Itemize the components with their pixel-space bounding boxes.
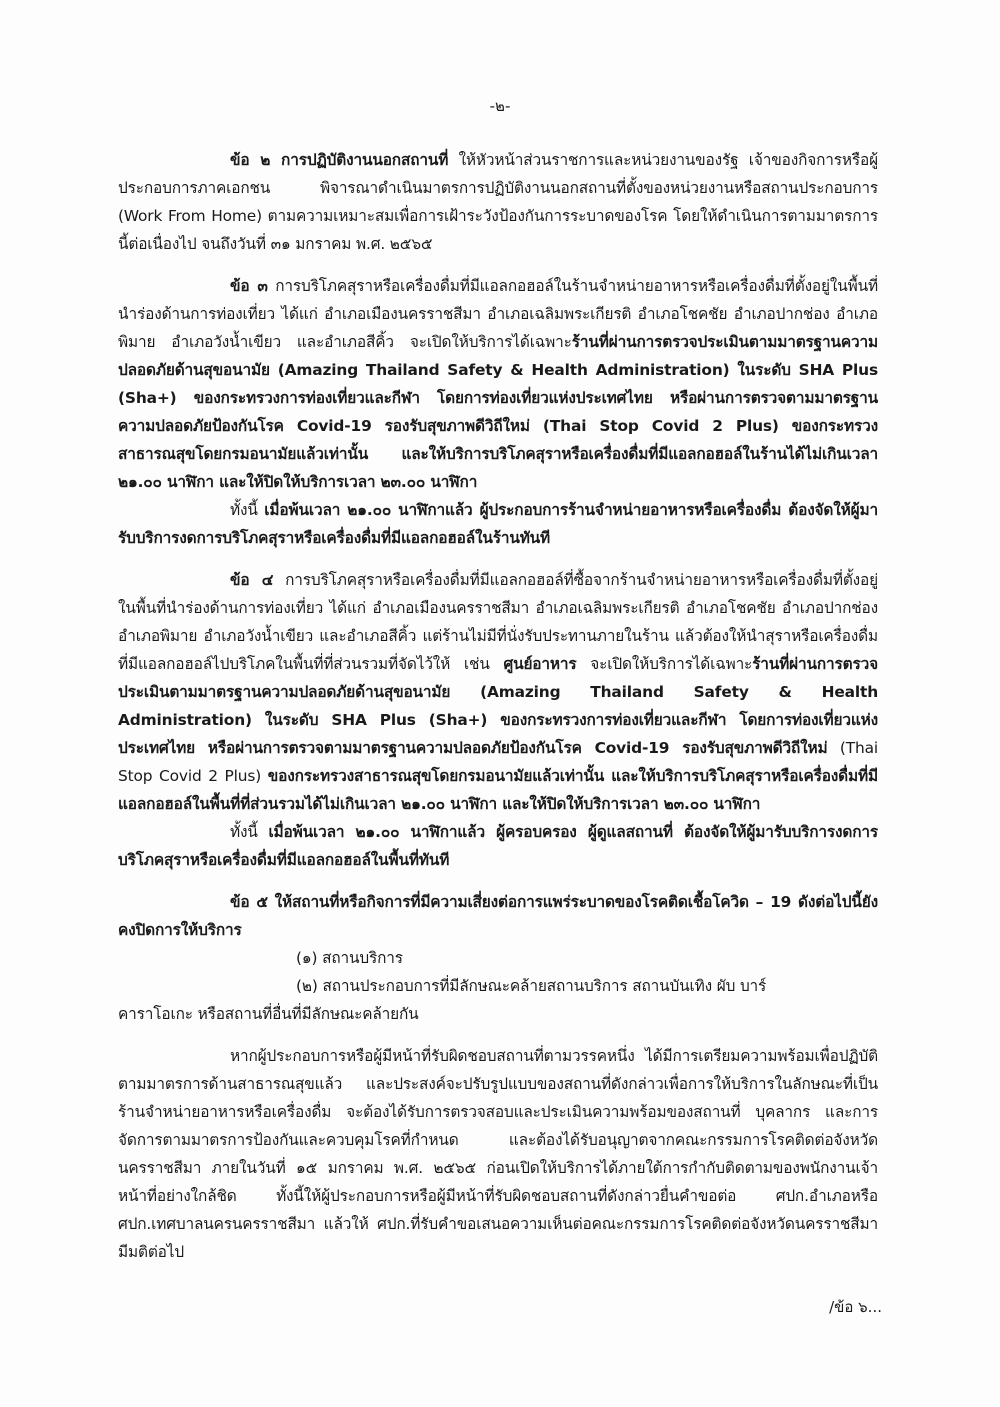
clause-4: [118, 566, 878, 818]
clause-2-heading: ข้อ ๒ การปฏิบัติงานนอกสถานที่: [230, 151, 449, 169]
clause-4-note: [118, 818, 878, 874]
clause-3-bold-text: ร้านที่ผ่านการตรวจประเมินตามมาตรฐานความปลอดภัยด้านสุขอนามัย (Amazing Thailand Safety & Health Administration) ในระดับ SHA Plus (Sha+) ของกระทรวงการท่องเที่ยวและกีฬา โดยการท่องเที่ยวแห่งประเทศไทย หรือผ่านการตรวจตามมาตรฐานความปลอดภัยป้องกันโรค Covid-19 รองรับสุขภาพดีวิถีใหม่ (Thai Stop Covid 2 Plus) ของกระทรวงสาธารณสุขโดยกรมอนามัยแล้วเท่านั้น และให้บริการบริโภคสุราหรือเครื่องดื่มที่มีแอลกอฮอล์ในร้านได้ไม่เกินเวลา ๒๑.๐๐ นาฬิกา และให้ปิดให้บริการเวลา ๒๓.๐๐ นาฬิกา: [118, 333, 878, 491]
clause-4-food-court: ศูนย์อาหาร: [503, 655, 577, 673]
clause-4-text: การบริโภคสุราหรือเครื่องดื่มที่มีแอลกอฮอล์ที่ซื้อจากร้านจำหน่ายอาหารหรือเครื่องดื่มที่ตั้งอยู่ในพื้นที่นำร่องด้านการท่องเที่ยว ได้แก่ อำเภอเมืองนครราชสีมา อำเภอเฉลิมพระเกียรติ อำเภอโชคชัย อำเภอปากช่อง อำเภอพิมาย อำเภอวังน้ำเขียว และอำเภอสีคิ้ว แต่ร้านไม่มีที่นั่งรับประทานภายในร้าน แล้วต้องให้นำสุราหรือเครื่องดื่มที่มีแอลกอฮอล์ไปบริโภคในพื้นที่ที่ส่วนรวมที่จัดไว้ให้ เช่น: [118, 571, 878, 673]
clause-2-text: ให้หัวหน้าส่วนราชการและหน่วยงานของรัฐ เจ้าของกิจการหรือผู้ประกอบการภาคเอกชน พิจารณาดำเนินมาตรการปฏิบัติงานนอกสถานที่ตั้งของหน่วยงานหรือสถานประกอบการ (Work From Home) ตามความเหมาะสมเพื่อการเฝ้าระวังป้องกันการระบาดของโรค โดยให้ดำเนินการตามมาตรการนี้ต่อเนื่องไป จนถึงวันที่ ๓๑ มกราคม พ.ศ. ๒๕๖๕: [118, 151, 878, 253]
clause-3-heading: ข้อ ๓: [230, 277, 268, 295]
clause-3-note: [118, 496, 878, 552]
clause-4-bold-text: ร้านที่ผ่านการตรวจประเมินตามมาตรฐานความปลอดภัยด้านสุขอนามัย (Amazing Thailand Safety & Health Administration) ในระดับ SHA Plus (Sha+) ของกระทรวงการท่องเที่ยวและกีฬา โดยการท่องเที่ยวแห่งประเทศไทย หรือผ่านการตรวจตามมาตรฐานความปลอดภัยป้องกันโรค Covid-19 รองรับสุขภาพดีวิถีใหม่: [118, 655, 878, 757]
clause-4-heading: ข้อ ๔: [230, 571, 274, 589]
clause-5-item-1: (๑) สถานบริการ: [296, 949, 403, 967]
clause-5-item-2-text: (๒) สถานประกอบการที่มีลักษณะคล้ายสถานบริการ สถานบันเทิง ผับ บาร์: [296, 977, 767, 995]
next-page-marker: /ข้อ ๖...: [829, 1298, 882, 1316]
clause-3-note-bold: เมื่อพ้นเวลา ๒๑.๐๐ นาฬิกาแล้ว ผู้ประกอบการร้านจำหน่ายอาหารหรือเครื่องดื่ม ต้องจัดให้ผู้มารับบริการงดการบริโภคสุราหรือเครื่องดื่มที่มีแอลกอฮอล์ในร้านทันที: [118, 501, 878, 547]
clause-5-item-2-continuation: คาราโอเกะ หรือสถานที่อื่นที่มีลักษณะคล้ายกัน: [118, 1005, 419, 1023]
clause-2: [118, 146, 878, 258]
clause-5-text: หากผู้ประกอบการหรือผู้มีหน้าที่รับผิดชอบสถานที่ตามวรรคหนึ่ง ได้มีการเตรียมความพร้อมเพื่อปฏิบัติตามมาตรการด้านสาธารณสุขแล้ว และประสงค์จะปรับรูปแบบของสถานที่ดังกล่าวเพื่อการให้บริการในลักษณะที่เป็นร้านจำหน่ายอาหารหรือเครื่องดื่ม จะต้องได้รับการตรวจสอบและประเมินความพร้อมของสถานที่ บุคลากร และการจัดการตามมาตรการป้องกันและควบคุมโรคที่กำหนด และต้องได้รับอนุญาตจากคณะกรรมการโรคติดต่อจังหวัดนครราชสีมา ภายในวันที่ ๑๕ มกราคม พ.ศ. ๒๕๖๕ ก่อนเปิดให้บริการได้ภายใต้การกำกับติดตามของพนักงานเจ้าหน้าที่อย่างใกล้ชิด ทั้งนี้ให้ผู้ประกอบการหรือผู้มีหน้าที่รับผิดชอบสถานที่ดังกล่าวยื่นคำขอต่อ ศปก.อำเภอหรือ ศปก.เทศบาลนครนครราชสีมา แล้วให้ ศปก.ที่รับคำขอเสนอความเห็นต่อคณะกรรมการโรคติดต่อจังหวัดนครราชสีมามีมติต่อไป: [118, 1047, 878, 1261]
clause-5: [118, 888, 878, 944]
clause-4-note-prefix: ทั้งนี้: [230, 823, 269, 841]
clause-4-text-2: จะเปิดให้บริการได้เฉพาะ: [576, 655, 753, 673]
clause-3: [118, 272, 878, 496]
page-number: -๒-: [489, 97, 511, 115]
clause-3-note-prefix: ทั้งนี้: [230, 501, 265, 519]
clause-5-heading: ข้อ ๕ ให้สถานที่หรือกิจการที่มีความเสี่ยงต่อการแพร่ระบาดของโรคติดเชื้อโควิด – 19 ดังต่อไปนี้ยังคงปิดการให้บริการ: [118, 893, 878, 939]
clause-3-text: การบริโภคสุราหรือเครื่องดื่มที่มีแอลกอฮอล์ในร้านจำหน่ายอาหารหรือเครื่องดื่มที่ตั้งอยู่ในพื้นที่นำร่องด้านการท่องเที่ยว ได้แก่ อำเภอเมืองนครราชสีมา อำเภอเฉลิมพระเกียรติ อำเภอโชคชัย อำเภอปากช่อง อำเภอพิมาย อำเภอวังน้ำเขียว และอำเภอสีคิ้ว จะเปิดให้บริการได้เฉพาะ: [118, 277, 878, 351]
clause-4-text-3: (Thai Stop Covid 2 Plus): [118, 739, 878, 785]
clause-4-bold-text-2: ของกระทรวงสาธารณสุขโดยกรมอนามัยแล้วเท่านั้น และให้บริการบริโภคสุราหรือเครื่องดื่มที่มีแอลกอฮอล์ในพื้นที่ที่ส่วนรวมได้ไม่เกินเวลา ๒๑.๐๐ นาฬิกา และให้ปิดให้บริการเวลา ๒๓.๐๐ นาฬิกา: [118, 767, 878, 813]
clause-4-note-bold: เมื่อพ้นเวลา ๒๑.๐๐ นาฬิกาแล้ว ผู้ครอบครอง ผู้ดูแลสถานที่ ต้องจัดให้ผู้มารับบริการงดการบริโภคสุราหรือเครื่องดื่มที่มีแอลกอฮอล์ในพื้นที่ทันที: [118, 823, 878, 869]
document-body: [118, 146, 878, 1266]
clause-5-item-2: [118, 972, 878, 1000]
